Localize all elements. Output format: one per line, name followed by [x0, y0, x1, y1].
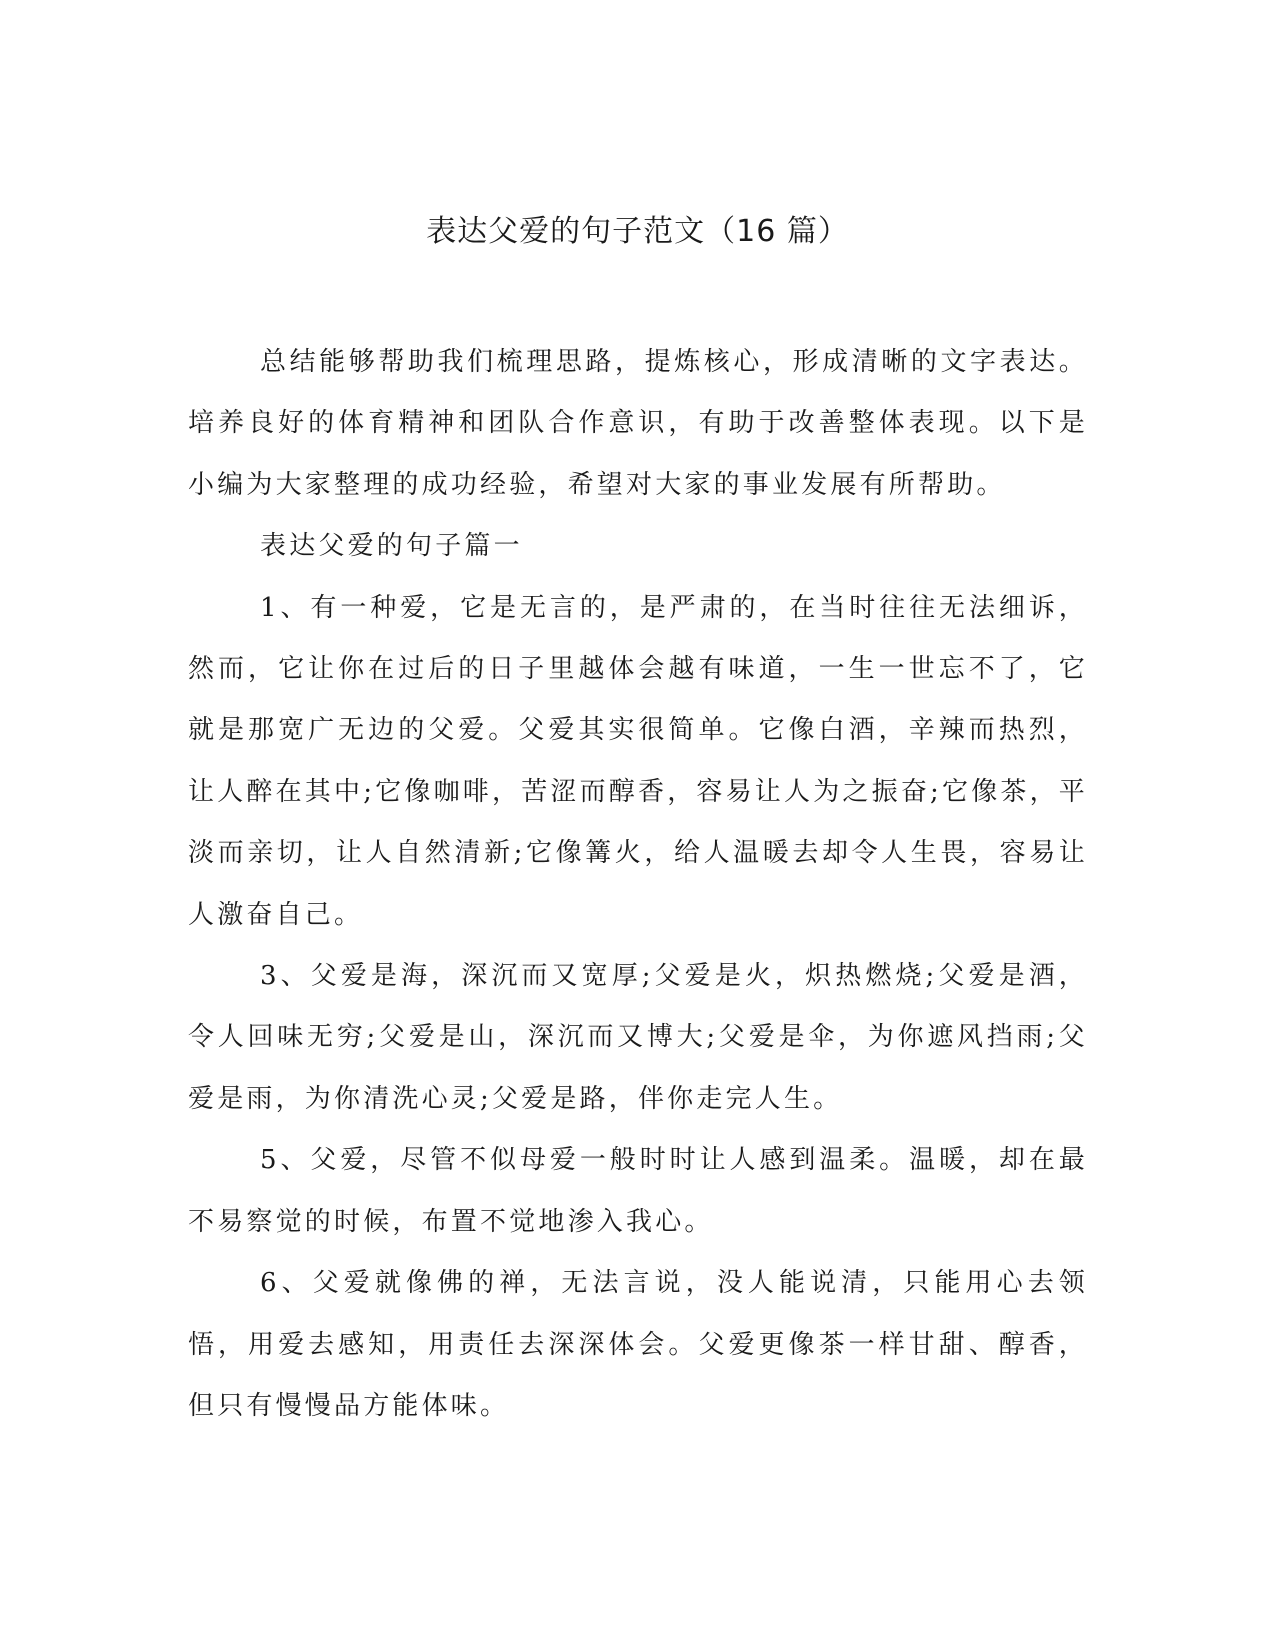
document-title: 表达父爱的句子范文（16 篇）	[426, 214, 849, 249]
intro-paragraph: 总结能够帮助我们梳理思路，提炼核心，形成清晰的文字表达。培养良好的体育精神和团队合作意识，有助于改善整体表现。以下是小编为大家整理的成功经验，希望对大家的事业发展有所帮助。	[188, 347, 1088, 500]
paragraph-item-1: 1、有一种爱，它是无言的，是严肃的，在当时往往无法细诉，然而，它让你在过后的日子里越体会越有味道，一生一世忘不了，它就是那宽广无边的父爱。父爱其实很简单。它像白酒，辛辣而热烈，让人醉在其中;它像咖啡，苦涩而醇香，容易让人为之振奋;它像茶，平淡而亲切，让人自然清新;它像篝火，给人温暖去却令人生畏，容易让人激奋自己。	[188, 592, 1088, 930]
section-heading: 表达父爱的句子篇一	[260, 531, 523, 562]
paragraph-item-3: 3、父爱是海，深沉而又宽厚;父爱是火，炽热燃烧;父爱是酒，令人回味无穷;父爱是山，深沉而又博大;父爱是伞，为你遮风挡雨;父爱是雨，为你清洗心灵;父爱是路，伴你走完人生。	[188, 961, 1088, 1114]
document-body	[188, 332, 1088, 1437]
paragraph-item-5: 5、父爱，尽管不似母爱一般时时让人感到温柔。温暖，却在最不易察觉的时候，布置不觉地渗入我心。	[188, 1145, 1088, 1237]
paragraph-item-6: 6、父爱就像佛的禅，无法言说，没人能说清，只能用心去领悟，用爱去感知，用责任去深深体会。父爱更像茶一样甘甜、醇香，但只有慢慢品方能体味。	[188, 1268, 1088, 1421]
